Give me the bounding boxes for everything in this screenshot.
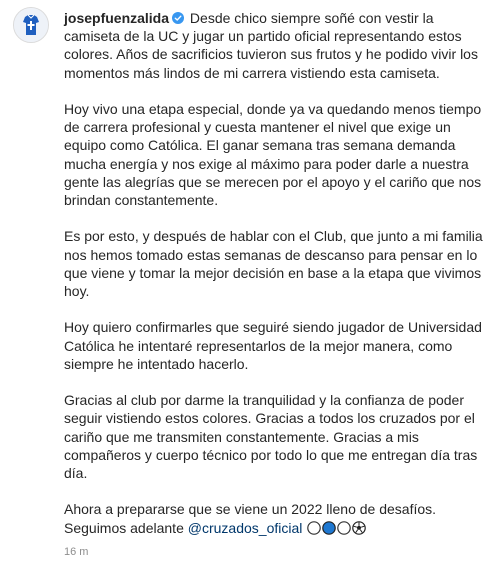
caption-text: Seguimos adelante	[64, 519, 188, 536]
avatar[interactable]	[13, 7, 49, 43]
username-link[interactable]: josepfuenzalida	[64, 10, 170, 26]
caption-paragraph-2: Hoy vivo una etapa especial, donde ya va quedando menos tiempo de carrera profesional y cuesta mantener el nivel que exige un equipo como Católica. El ganar semana tras semana demanda mucha energía y nos exige al máximo para poder darle a nuestra gente las alegrías que se merecen por el apoyo y el cariño que nos brindan constantemente.	[64, 101, 482, 209]
white-circle-icon	[337, 521, 351, 535]
blue-circle-icon	[322, 521, 336, 535]
caption-paragraph-1	[64, 9, 484, 82]
caption-text: Desde chico siempre soñé con vestir la camiseta de la UC y jugar un partido oficial representando estos colores. Años de sacrificios tuvieron sus frutos y he podido vivir los momentos más lindos de mi carrera vistiendo esta camiseta.	[64, 10, 478, 81]
caption-paragraph-4: Hoy quiero confirmarles que seguiré siendo jugador de Universidad Católica he intentaré representarlos de la mejor manera, como siempre he intentado hacerlo.	[64, 319, 482, 372]
mention-link[interactable]: @cruzados_oficial	[187, 519, 303, 536]
caption-paragraph-5: Gracias al club por darme la tranquilidad y la confianza de poder seguir vistiendo estos colores. Gracias a todos los cruzados por el cariño que me transmiten constantemente. Gracias a mis compañeros y cuerpo técnico por todo lo que me entregan día tras día.	[64, 392, 478, 482]
soccer-ball-icon	[352, 521, 366, 535]
caption-text: Ahora a prepararse que se viene un 2022 lleno de desafíos.	[64, 501, 437, 518]
avatar-jersey-icon	[14, 8, 48, 42]
caption-paragraph-6	[64, 500, 484, 536]
white-circle-icon	[307, 521, 321, 535]
caption-body	[64, 9, 484, 555]
post-timestamp[interactable]: 16 m	[64, 546, 89, 558]
caption-paragraph-3: Es por esto, y después de hablar con el Club, que junto a mi familia nos hemos tomado estas semanas de descanso para pensar en lo que viene y tomar la mejor decisión en base a la etapa que vivimos hoy.	[64, 228, 483, 300]
verified-badge-icon	[172, 10, 184, 22]
